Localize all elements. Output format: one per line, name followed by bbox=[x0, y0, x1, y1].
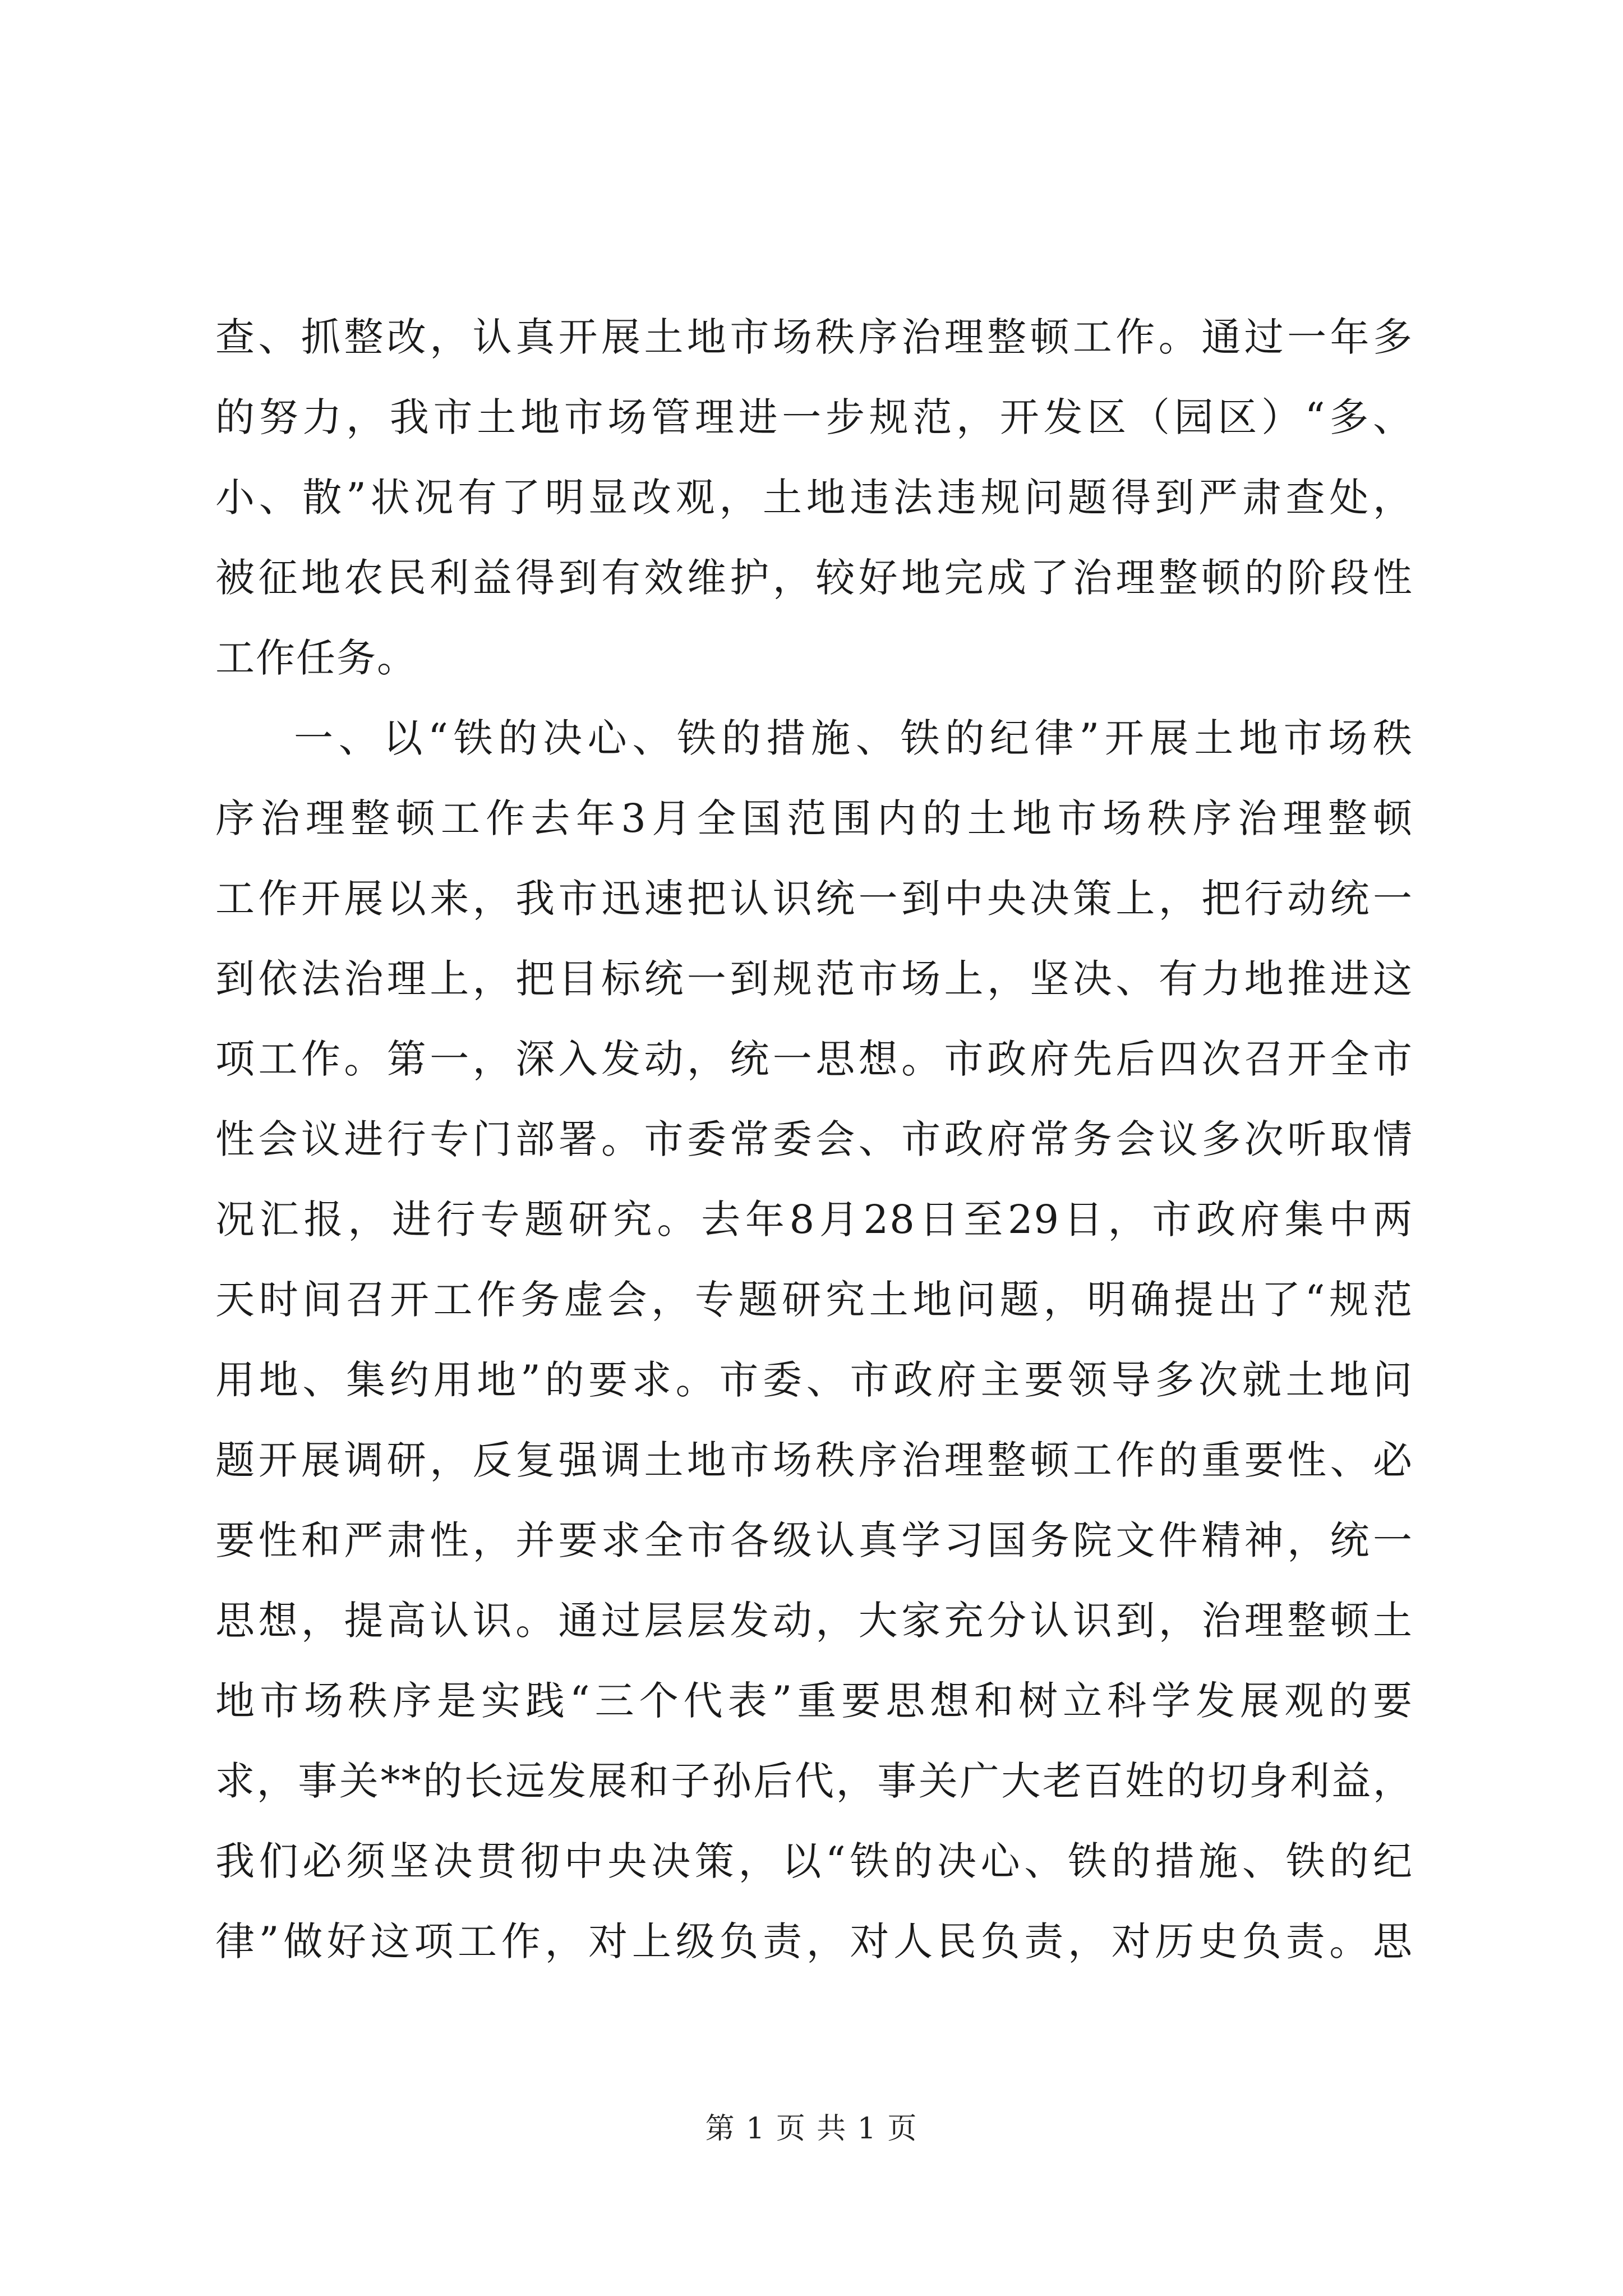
text-line: 律”做好这项工作，对上级负责，对人民负责，对历史负责。思 bbox=[215, 1918, 1413, 1964]
text-line: 性会议进行专门部署。市委常委会、市政府常务会议多次听取情 bbox=[215, 1116, 1413, 1162]
text-line: 被征地农民利益得到有效维护，较好地完成了治理整顿的阶段性 bbox=[215, 555, 1413, 601]
text-line: 地市场秩序是实践“三个代表”重要思想和树立科学发展观的要 bbox=[215, 1678, 1413, 1724]
text-line: 小、散”状况有了明显改观，土地违法违规问题得到严肃查处， bbox=[215, 475, 1413, 521]
text-line: 的努力，我市土地市场管理进一步规范，开发区（园区）“多、 bbox=[215, 394, 1413, 440]
text-line: 我们必须坚决贯彻中央决策，以“铁的决心、铁的措施、铁的纪 bbox=[215, 1838, 1413, 1884]
text-line: 况汇报，进行专题研究。去年8月28日至29日，市政府集中两 bbox=[215, 1197, 1413, 1243]
text-line: 题开展调研，反复强调土地市场秩序治理整顿工作的重要性、必 bbox=[215, 1437, 1413, 1483]
text-line: 查、抓整改，认真开展土地市场秩序治理整顿工作。通过一年多 bbox=[215, 314, 1413, 360]
text-line: 思想，提高认识。通过层层发动，大家充分认识到，治理整顿土 bbox=[215, 1598, 1413, 1644]
page-footer: 第 1 页 共 1 页 bbox=[705, 2112, 918, 2146]
text-line: 项工作。第一，深入发动，统一思想。市政府先后四次召开全市 bbox=[215, 1036, 1413, 1082]
text-line: 工作开展以来，我市迅速把认识统一到中央决策上，把行动统一 bbox=[215, 876, 1413, 922]
text-line: 工作任务。 bbox=[215, 635, 417, 681]
text-line: 求，事关**的长远发展和子孙后代，事关广大老百姓的切身利益， bbox=[215, 1758, 1413, 1804]
section-heading-line: 一、以“铁的决心、铁的措施、铁的纪律”开展土地市场秩 bbox=[294, 715, 1413, 761]
body-text bbox=[215, 297, 1413, 1982]
text-line: 要性和严肃性，并要求全市各级认真学习国务院文件精神，统一 bbox=[215, 1517, 1413, 1563]
text-line: 用地、集约用地”的要求。市委、市政府主要领导多次就土地问 bbox=[215, 1357, 1413, 1403]
text-line: 天时间召开工作务虚会，专题研究土地问题，明确提出了“规范 bbox=[215, 1277, 1413, 1323]
text-line: 序治理整顿工作去年3月全国范围内的土地市场秩序治理整顿 bbox=[215, 795, 1413, 841]
text-line: 到依法治理上，把目标统一到规范市场上，坚决、有力地推进这 bbox=[215, 956, 1413, 1002]
